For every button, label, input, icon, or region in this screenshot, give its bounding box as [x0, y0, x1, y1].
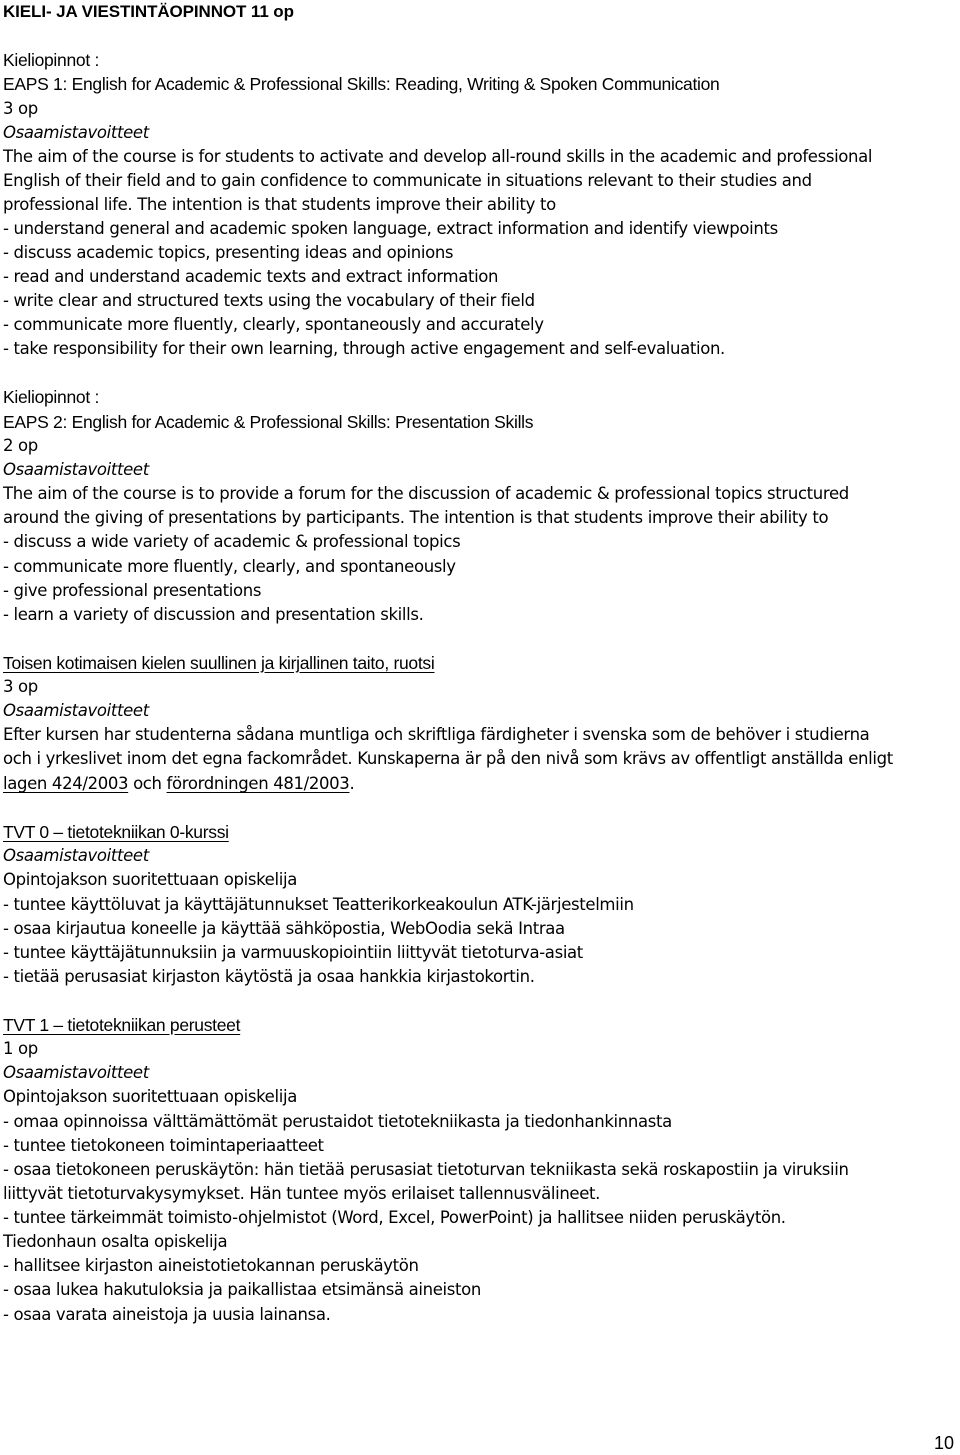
section-1-line: - write clear and structured texts using the vocabulary of their field — [3, 291, 535, 310]
section-3-heading: Toisen kotimaisen kielen suullinen ja kirjallinen taito, ruotsi — [3, 653, 435, 673]
section-1-heading: EAPS 1: English for Academic & Professional Skills: Reading, Writing & Spoken Communication — [3, 74, 720, 94]
decree-link[interactable]: förordningen 481/2003 — [166, 774, 350, 793]
section-4-line: Opintojakson suoritettuaan opiskelija — [3, 870, 297, 889]
section-5-line: - osaa lukea hakutuloksia ja paikallistaa etsimänsä aineiston — [3, 1280, 481, 1299]
section-1-line: - take responsibility for their own learning, through active engagement and self-evaluation. — [3, 339, 725, 358]
page-number: 10 — [933, 1433, 954, 1453]
section-1-line: - understand general and academic spoken language, extract information and identify viewpoints — [3, 219, 778, 238]
section-4-line: - osaa kirjautua koneelle ja käyttää sähköpostia, WebOodia sekä Intraa — [3, 919, 565, 938]
section-2-line: - learn a variety of discussion and presentation skills. — [3, 605, 424, 624]
section-5-line: liittyvät tietoturvakysymykset. Hän tuntee myös erilaiset tallennusvälineet. — [3, 1184, 601, 1203]
section-4-goal-label: Osaamistavoitteet — [3, 846, 149, 865]
document-title: KIELI- JA VIESTINTÄOPINNOT 11 op — [3, 2, 294, 21]
section-3-line: Efter kursen har studenterna sådana muntliga och skriftliga färdigheter i svenska som de behöver i studierna — [3, 725, 870, 744]
section-5-line: - hallitsee kirjaston aineistotietokannan peruskäytön — [3, 1256, 419, 1275]
section-2-line: - discuss a wide variety of academic & professional topics — [3, 532, 461, 551]
section-2-goal-label: Osaamistavoitteet — [3, 460, 149, 479]
section-5-line: - tuntee tietokoneen toimintaperiaatteet — [3, 1136, 324, 1155]
section-5-line: - osaa tietokoneen peruskäytön: hän tietää perusasiat tietoturvan tekniikasta sekä roskapostiin ja viruksiin — [3, 1160, 849, 1179]
section-3-credits: 3 op — [3, 677, 38, 696]
section-3-law-line — [3, 772, 354, 796]
section-4-line: - tietää perusasiat kirjaston käytöstä ja osaa hankkia kirjastokortin. — [3, 967, 535, 986]
section-4-heading: TVT 0 – tietotekniikan 0-kurssi — [3, 822, 229, 842]
section-5-heading: TVT 1 – tietotekniikan perusteet — [3, 1015, 241, 1035]
section-1-line: professional life. The intention is that students improve their ability to — [3, 195, 556, 214]
section-5-line: - omaa opinnoissa välttämättömät perustaidot tietotekniikasta ja tiedonhankinnasta — [3, 1112, 672, 1131]
section-1-line: - communicate more fluently, clearly, spontaneously and accurately — [3, 315, 544, 334]
section-2-label: Kieliopinnot : — [3, 387, 100, 407]
section-2-line: The aim of the course is to provide a forum for the discussion of academic & professional topics structured — [3, 484, 849, 503]
section-2-heading: EAPS 2: English for Academic & Professional Skills: Presentation Skills — [3, 412, 534, 432]
section-1-line: - discuss academic topics, presenting ideas and opinions — [3, 243, 454, 262]
section-4-line: - tuntee käyttöluvat ja käyttäjätunnukset Teatterikorkeakoulun ATK-järjestelmiin — [3, 895, 634, 914]
section-2-line: around the giving of presentations by participants. The intention is that students improve their ability to — [3, 508, 829, 527]
section-2-credits: 2 op — [3, 436, 38, 455]
section-1-label: Kieliopinnot : — [3, 50, 100, 70]
section-2-line: - give professional presentations — [3, 581, 262, 600]
law-line-end: . — [349, 774, 355, 793]
section-1-line: - read and understand academic texts and extract information — [3, 267, 499, 286]
law-link[interactable]: lagen 424/2003 — [3, 774, 129, 793]
section-5-line: - tuntee tärkeimmät toimisto-ohjelmistot (Word, Excel, PowerPoint) ja hallitsee niiden peruskäytön. — [3, 1208, 786, 1227]
section-1-goal-label: Osaamistavoitteet — [3, 123, 149, 142]
section-3-line: och i yrkeslivet inom det egna fackområdet. Kunskaperna är på den nivå som krävs av offentligt anställda enligt — [3, 749, 893, 768]
section-1-line: English of their field and to gain confidence to communicate in situations relevant to their studies and — [3, 171, 812, 190]
section-5-line: Tiedonhaun osalta opiskelija — [3, 1232, 228, 1251]
section-3-goal-label: Osaamistavoitteet — [3, 701, 149, 720]
section-4-line: - tuntee käyttäjätunnuksiin ja varmuuskopiointiin liittyvät tietoturva-asiat — [3, 943, 583, 962]
section-1-credits: 3 op — [3, 99, 38, 118]
law-line-middle: och — [128, 774, 167, 793]
section-5-goal-label: Osaamistavoitteet — [3, 1063, 149, 1082]
section-2-line: - communicate more fluently, clearly, and spontaneously — [3, 557, 456, 576]
section-1-line: The aim of the course is for students to activate and develop all-round skills in the academic and professional — [3, 147, 873, 166]
section-5-credits: 1 op — [3, 1039, 38, 1058]
section-5-line: Opintojakson suoritettuaan opiskelija — [3, 1087, 297, 1106]
section-5-line: - osaa varata aineistoja ja uusia lainansa. — [3, 1305, 331, 1324]
